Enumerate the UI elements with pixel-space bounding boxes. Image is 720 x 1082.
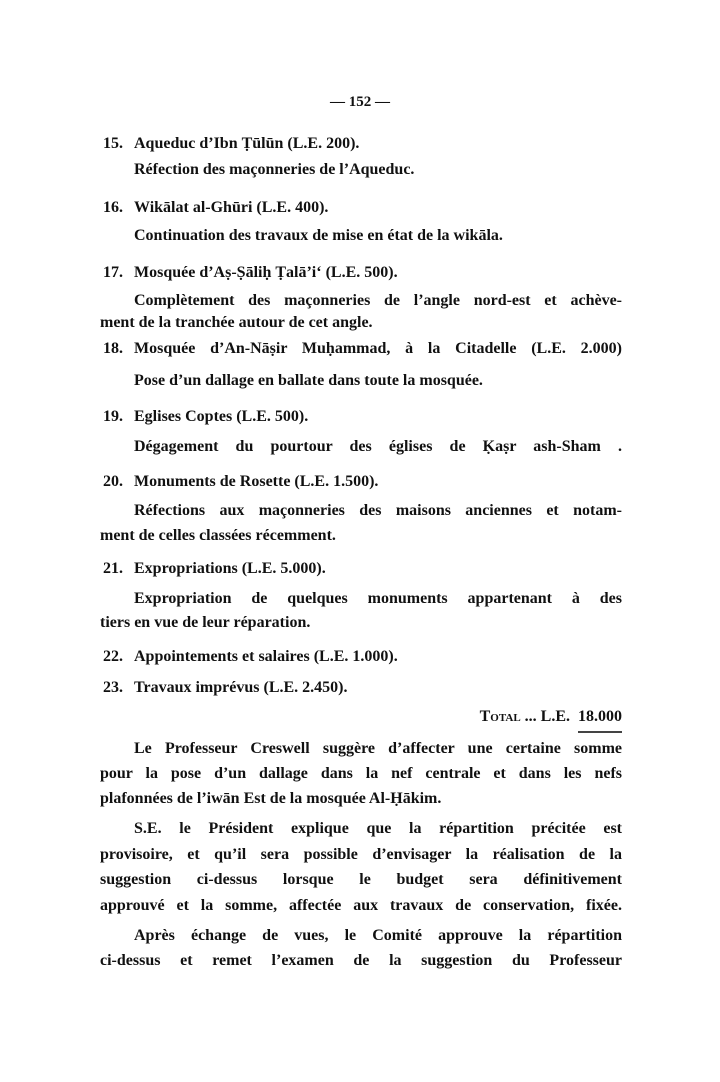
- item-title: Wikālat al-Ghūri (L.E. 400).: [134, 199, 329, 216]
- item-description: Dégagement du pourtour des églises de Ḳaṣr ash-Sham .: [134, 438, 622, 455]
- total-label: Total ... L.E.: [479, 708, 570, 725]
- item-number: 21.: [103, 560, 123, 577]
- item-description: ment de celles classées récemment.: [100, 527, 336, 544]
- total-amount-wrap: [578, 707, 622, 727]
- item-title: Appointements et salaires (L.E. 1.000).: [134, 648, 398, 665]
- item-description: Complètement des maçonneries de l’angle nord-est et achève-: [134, 292, 622, 309]
- text-line: Le Professeur Creswell suggère d’affecter une certaine somme: [134, 740, 622, 757]
- item-title: Mosquée d’An-Nāṣir Muḥammad, à la Citadelle (L.E. 2.000): [134, 340, 622, 357]
- text-line: approuvé et la somme, affectée aux travaux de conservation, fixée.: [100, 897, 622, 914]
- text-line: provisoire, et qu’il sera possible d’envisager la réalisation de la: [100, 846, 622, 863]
- item-title: Mosquée d’Aṣ-Ṣāliḥ Ṭalā’i‘ (L.E. 500).: [134, 264, 398, 281]
- item-title: Eglises Coptes (L.E. 500).: [134, 408, 309, 425]
- item-number: 15.: [103, 135, 123, 152]
- item-title: Aqueduc d’Ibn Ṭūlūn (L.E. 200).: [134, 135, 360, 152]
- item-title: Travaux imprévus (L.E. 2.450).: [134, 679, 348, 696]
- text-line: plafonnées de l’iwān Est de la mosquée Al-Ḥākim.: [100, 790, 442, 807]
- item-description: Expropriation de quelques monuments appartenant à des: [134, 590, 622, 607]
- item-description: tiers en vue de leur réparation.: [100, 614, 311, 631]
- item-title: Monuments de Rosette (L.E. 1.500).: [134, 473, 379, 490]
- item-description: Réfections aux maçonneries des maisons anciennes et notam-: [134, 502, 622, 519]
- item-number: 20.: [103, 473, 123, 490]
- item-number: 22.: [103, 648, 123, 665]
- item-description: ment de la tranchée autour de cet angle.: [100, 314, 373, 331]
- item-title: Expropriations (L.E. 5.000).: [134, 560, 326, 577]
- total-row: [480, 707, 622, 727]
- total-amount: 18.000: [578, 708, 622, 725]
- text-line: ci-dessus et remet l’examen de la suggestion du Professeur: [100, 952, 622, 969]
- item-number: 23.: [103, 679, 123, 696]
- text-line: pour la pose d’un dallage dans la nef centrale et dans les nefs: [100, 765, 622, 782]
- item-description: Réfection des maçonneries de l’Aqueduc.: [134, 161, 415, 178]
- item-number: 19.: [103, 408, 123, 425]
- item-description: Continuation des travaux de mise en état de la wikāla.: [134, 227, 503, 244]
- total-rule: [578, 731, 622, 733]
- item-number: 18.: [103, 340, 123, 357]
- text-line: Après échange de vues, le Comité approuve la répartition: [134, 927, 622, 944]
- item-number: 17.: [103, 264, 123, 281]
- text-line: S.E. le Président explique que la répartition précitée est: [134, 820, 622, 837]
- text-line: suggestion ci-dessus lorsque le budget sera définitivement: [100, 871, 622, 888]
- item-number: 16.: [103, 199, 123, 216]
- page-number: — 152 —: [330, 94, 390, 110]
- item-description: Pose d’un dallage en ballate dans toute la mosquée.: [134, 372, 483, 389]
